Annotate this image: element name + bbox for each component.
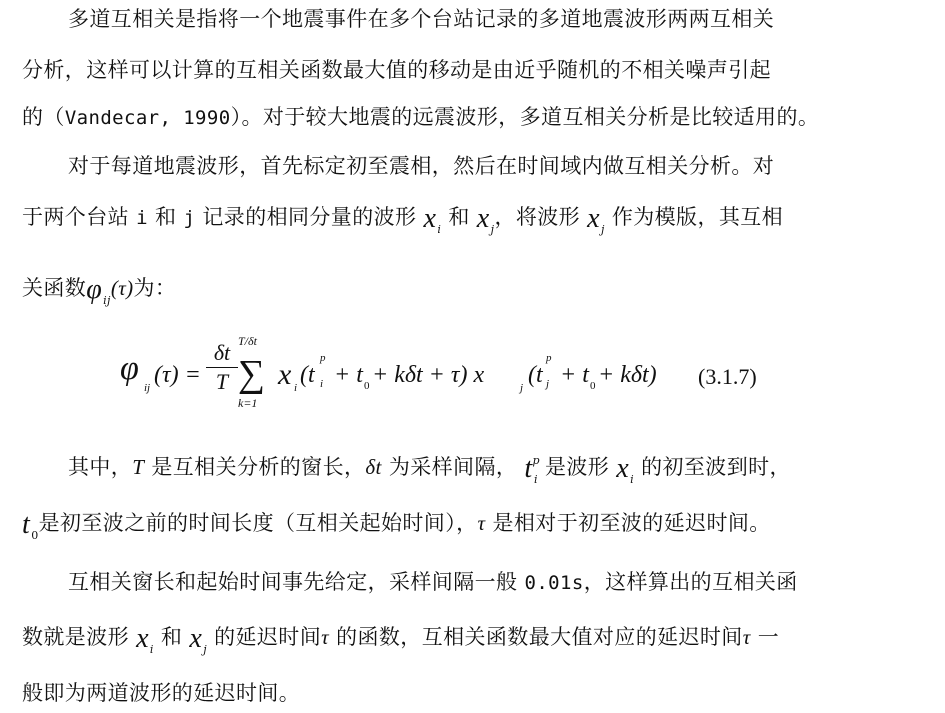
eq-plus-t0-2: + t [560,362,589,388]
var-x: x [616,453,630,484]
p3-line1-a: 其中， [68,455,133,479]
p3-line1-b: 是互相关分析的窗长， [151,455,366,479]
eq-x-j-sub: j [520,382,524,394]
eq-sum-upper: T/δt [238,334,257,348]
equation-3-1-7 [120,336,820,416]
var-t: t [22,509,31,540]
sub-j: j [203,643,208,656]
p3-line2 [22,510,771,549]
eq-sum-lower: k=1 [238,396,258,410]
p4-line3: 般即为两道波形的延迟时间。 [22,681,301,705]
p1-line3-b: ）。对于较大地震的远震波形，多道互相关分析是比较适用的。 [230,105,820,129]
p2-line2-e: 作为模版，其互相 [611,205,784,229]
eq-sup-p2: p [546,352,552,364]
eq-lhs-arg: (τ) = [154,362,201,388]
eq-frac-den: T [215,369,229,394]
sub-i: i [149,643,154,656]
eq-sub-0-1: 0 [364,380,370,392]
p2-line3 [22,275,176,314]
p3-line1 [68,448,791,493]
p4-line2-and: 和 [160,625,183,649]
station-j: j [183,207,196,229]
sub-i: i [437,223,442,236]
eq-sub-j2: j [546,378,550,390]
sub-0: 0 [31,529,39,542]
equation-number: (3.1.7) [698,364,757,389]
eq-phi-sub: ij [144,382,151,394]
p4-line1 [68,569,798,596]
p4-line2-d: 一 [757,625,780,649]
p2-line2-d: ，将波形 [494,205,581,229]
var-x: x [136,623,149,654]
p4-line2-c: 的函数，互相关函数最大值对应的延迟时间 [336,625,743,649]
var-x: x [587,203,600,234]
p1-line1: 多道互相关是指将一个地震事件在多个台站记录的多道地震波形两两互相关 [68,7,775,31]
sub-j: j [600,223,605,236]
var-dt: δt [365,455,382,479]
eq-sum: ∑ [238,353,266,395]
eq-fraction [206,340,238,395]
p1-line3-a: 的（ [22,105,65,129]
eq-frac-num: δt [213,340,231,365]
eq-t1: (t [300,362,315,388]
p3-line1-d: 是波形 [544,455,610,479]
p2-line2 [22,204,783,243]
sample-interval: 0.01s [524,572,584,594]
p2-line2-c: 和 [448,205,470,229]
eq-x-i-sub: i [294,382,298,394]
p2-line3-b: 为： [133,276,177,300]
var-x: x [189,623,203,654]
p4-line1-a: 互相关窗长和起始时间事先给定，采样间隔一般 [68,570,518,594]
p2-line2-a: 于两个台站 [22,205,129,229]
tau-arg: (τ) [110,276,134,300]
eq-frac-bar [206,367,238,368]
eq-sup-p1: p [320,352,326,364]
sup-p: p [532,454,540,467]
p1-line3 [22,104,819,131]
citation: Vandecar, 1990 [64,107,231,129]
sub-i: i [630,473,635,486]
eq-t2: (t [528,362,543,388]
p4-line2-a: 数就是波形 [22,625,129,649]
sub-i: i [533,473,538,486]
p2-line3-a: 关函数 [22,276,87,300]
p2-line2-b: 记录的相同分量的波形 [202,205,417,229]
p2-line1: 对于每道地震波形，首先标定初至震相，然后在时间域内做互相关分析。对 [68,154,775,178]
eq-sub-0-2: 0 [590,380,596,392]
station-i: i [136,207,148,229]
sub-j: j [490,223,495,236]
p3-line1-e: 的初至波到时， [641,455,791,479]
p4-line1-b: ，这样算出的互相关函 [583,570,798,594]
var-t: t [524,453,533,484]
var-tau: τ [477,511,486,535]
var-tau: τ [321,625,330,649]
sub-ij: ij [103,294,111,307]
var-phi: φ [86,274,103,305]
eq-body3: + kδt + τ) x [372,362,485,388]
var-x: x [476,203,490,234]
eq-x-i: x [278,358,292,391]
p4-line2-b: 的延迟时间 [214,625,322,649]
p4-line2 [22,624,779,663]
var-x: x [423,203,437,234]
var-T: T [132,455,145,479]
p3-line2-b: 是相对于初至波的延迟时间。 [492,511,771,535]
eq-plus-t0-1: + t [334,362,363,388]
p2-line2-and: 和 [155,205,177,229]
eq-sub-i1: i [320,378,324,390]
var-tau: τ [742,625,751,649]
eq-phi: φ [120,350,139,387]
p1-line2: 分析，这样可以计算的互相关函数最大值的移动是由近乎随机的不相关噪声引起 [22,58,771,82]
p3-line1-c: 为采样间隔， [388,455,518,479]
eq-body6: + kδt) [598,362,657,388]
p3-line2-a: 是初至波之前的时间长度（互相关起始时间）， [38,511,478,535]
